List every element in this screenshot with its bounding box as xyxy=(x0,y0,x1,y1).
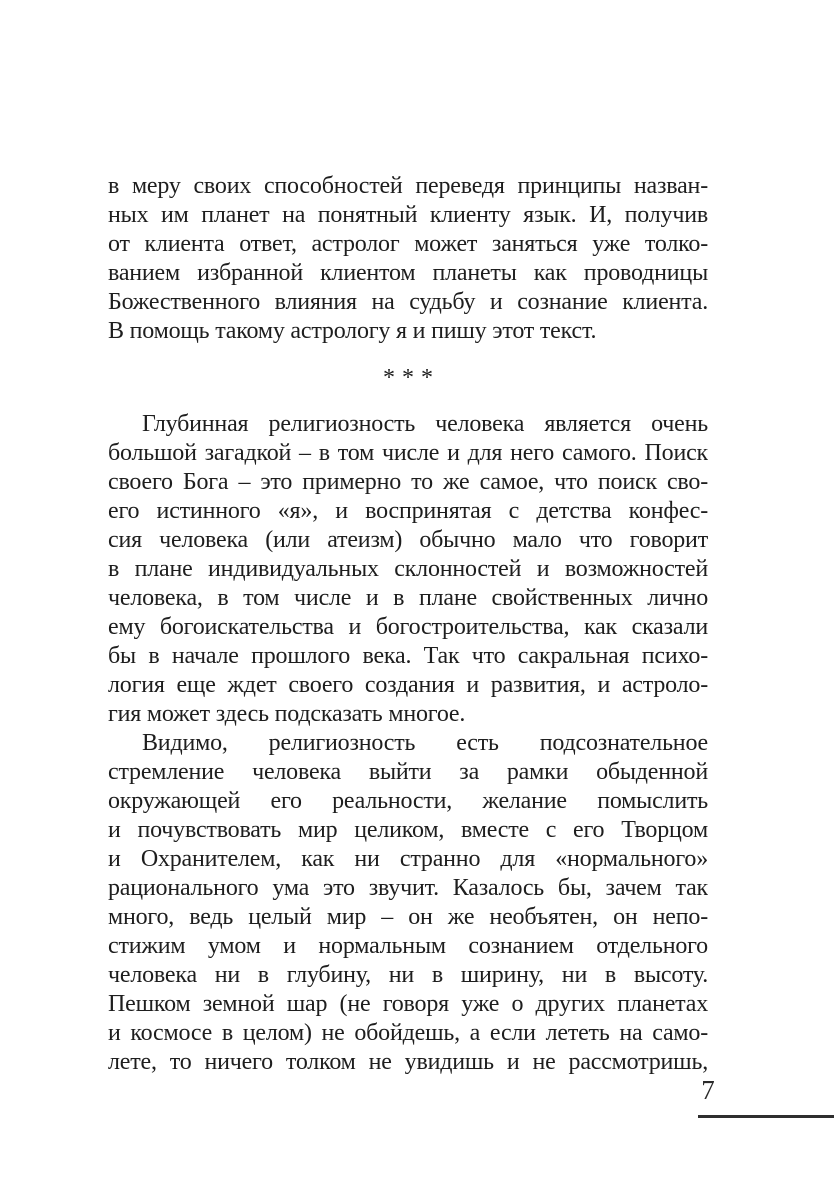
text-line: в плане индивидуальных склонностей и возможностей xyxy=(108,556,708,582)
text-line: окружающей его реальности, желание помыслить xyxy=(108,788,708,814)
text-line: большой загадкой – в том числе и для него самого. Поиск xyxy=(108,440,708,466)
text-line: гия может здесь подсказать многое. xyxy=(108,701,466,727)
text-line: логия еще ждет своего создания и развития, и астроло- xyxy=(108,672,708,698)
text-line: лете, то ничего толком не увидишь и не рассмотришь, xyxy=(108,1049,708,1075)
text-line: рационального ума это звучит. Казалось бы, зачем так xyxy=(108,875,708,901)
text-line: Пешком земной шар (не говоря уже о других планетах xyxy=(108,991,708,1017)
paragraph xyxy=(108,172,708,346)
text-line: стижим умом и нормальным сознанием отдельного xyxy=(108,933,708,959)
paragraph xyxy=(108,410,708,729)
text-line: и Охранителем, как ни странно для «нормального» xyxy=(108,846,708,872)
section-separator: *** xyxy=(383,365,440,391)
text-line: Видимо, религиозность есть подсознательное xyxy=(142,730,708,756)
page-text-block xyxy=(108,172,708,1077)
page-number: 7 xyxy=(701,1075,715,1105)
text-line: человека, в том числе и в плане свойственных лично xyxy=(108,585,708,611)
text-line: бы в начале прошлого века. Так что сакральная психо- xyxy=(108,643,708,669)
text-line: и космосе в целом) не обойдешь, а если лететь на само- xyxy=(108,1020,708,1046)
text-line: в меру своих способностей переведя принципы назван- xyxy=(108,173,708,199)
footer-rule xyxy=(698,1115,834,1118)
text-line: ных им планет на понятный клиенту язык. И, получив xyxy=(108,202,708,228)
text-line: В помощь такому астрологу я и пишу этот текст. xyxy=(108,318,597,344)
text-line: человека ни в глубину, ни в ширину, ни в высоту. xyxy=(108,962,708,988)
paragraph xyxy=(108,729,708,1077)
text-line: ему богоискательства и богостроительства, как сказали xyxy=(108,614,708,640)
text-line: ванием избранной клиентом планеты как проводницы xyxy=(108,260,708,286)
text-line: его истинного «я», и воспринятая с детства конфес- xyxy=(108,498,708,524)
text-line: Глубинная религиозность человека является очень xyxy=(142,411,708,437)
text-line: стремление человека выйти за рамки обыденной xyxy=(108,759,708,785)
text-line: от клиента ответ, астролог может заняться уже толко- xyxy=(108,231,708,257)
text-line: и почувствовать мир целиком, вместе с его Творцом xyxy=(108,817,708,843)
text-line: Божественного влияния на судьбу и сознание клиента. xyxy=(108,289,708,315)
text-line: своего Бога – это примерно то же самое, что поиск сво- xyxy=(108,469,708,495)
text-line: сия человека (или атеизм) обычно мало что говорит xyxy=(108,527,708,553)
text-line: много, ведь целый мир – он же необъятен, он непо- xyxy=(108,904,708,930)
